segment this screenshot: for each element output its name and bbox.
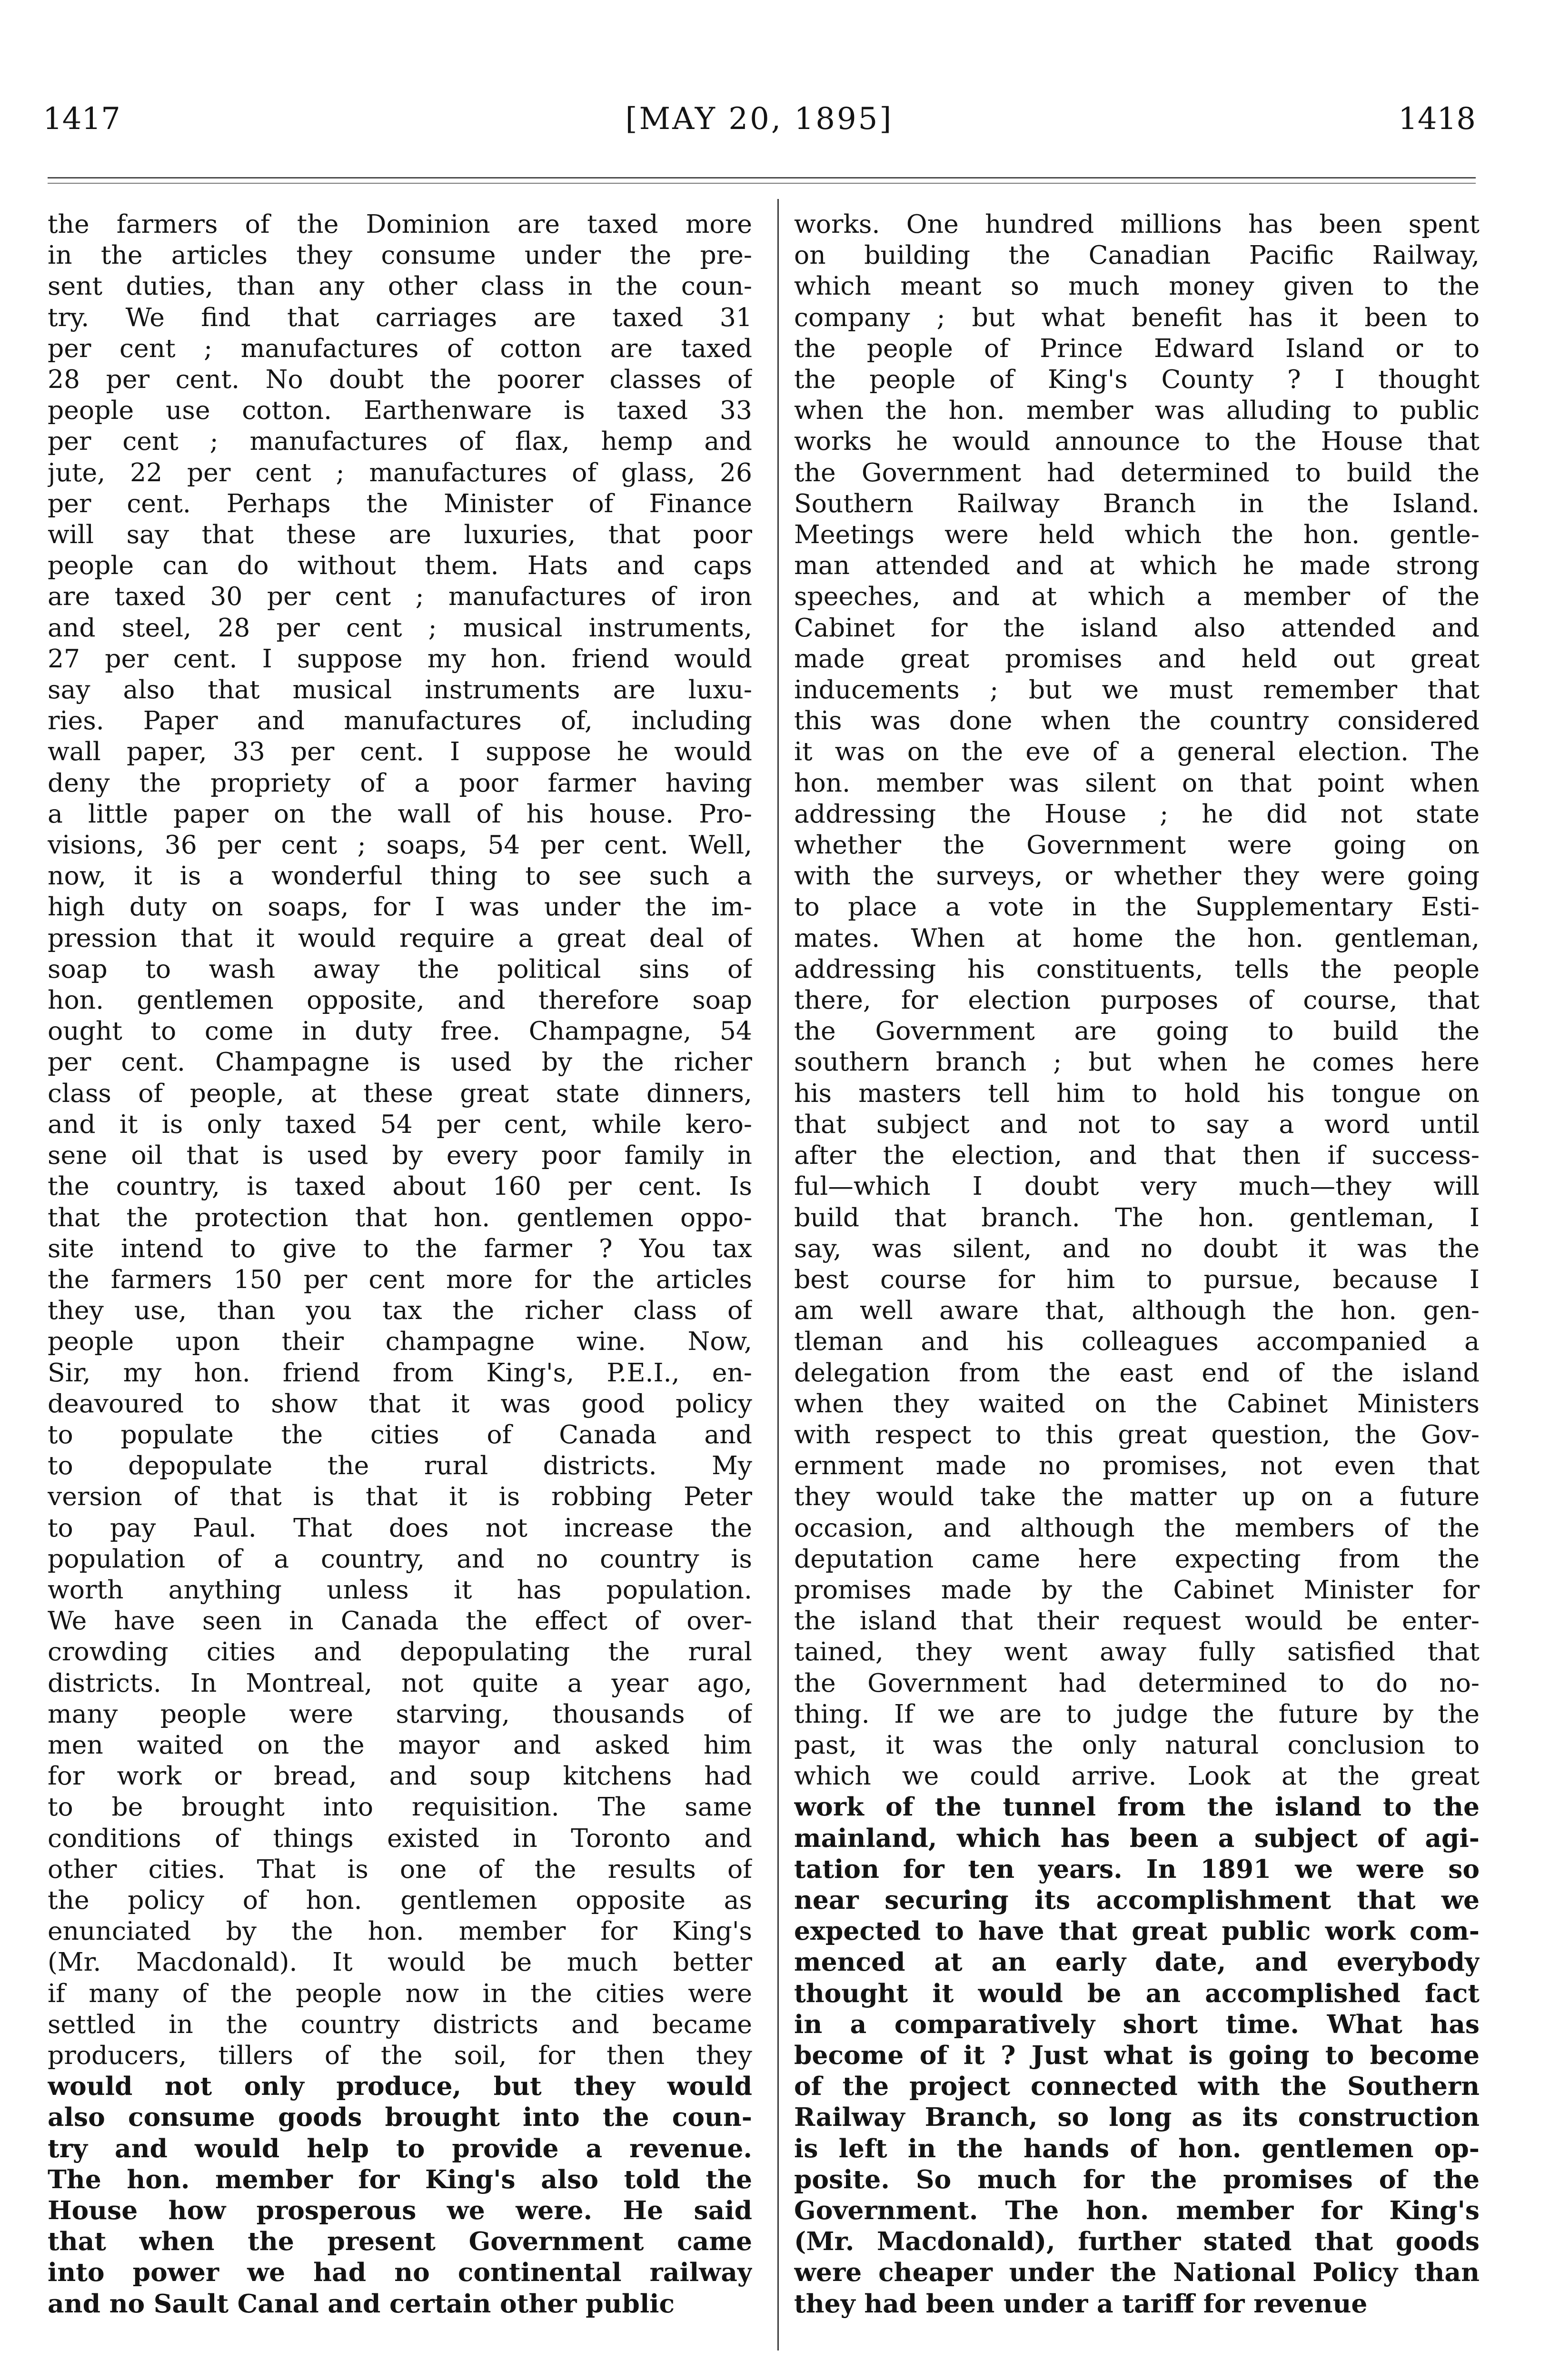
text-line: best course for him to pursue, because I <box>794 1264 1480 1294</box>
text-line: ought to come in duty free. Champagne, 54 <box>48 1016 752 1046</box>
text-line: conditions of things existed in Toronto and <box>48 1823 752 1853</box>
text-line: expected to have that great public work com- <box>794 1916 1480 1946</box>
text-line: made great promises and held out great <box>794 643 1480 674</box>
text-line: worth anything unless it has population. <box>48 1574 752 1605</box>
text-line: they would take the matter up on a future <box>794 1481 1480 1512</box>
text-line: people use cotton. Earthenware is taxed 33 <box>48 395 752 426</box>
text-line: The hon. member for King's also told the <box>48 2164 752 2194</box>
text-line: on building the Canadian Pacific Railway, <box>794 240 1480 270</box>
text-line: We have seen in Canada the effect of over- <box>48 1606 752 1636</box>
text-line: addressing his constituents, tells the people <box>794 953 1480 984</box>
text-line: the Government are going to build the <box>794 1016 1480 1046</box>
text-line: the people of Prince Edward Island or to <box>794 333 1480 363</box>
text-line: the Government had determined to do no- <box>794 1667 1480 1698</box>
text-line: enunciated by the hon. member for King's <box>48 1916 752 1946</box>
text-line: Meetings were held which the hon. gentle- <box>794 519 1480 550</box>
text-line: to depopulate the rural districts. My <box>48 1450 752 1481</box>
text-line: speeches, and at which a member of the <box>794 581 1480 612</box>
text-line: man attended and at which he made strong <box>794 550 1480 581</box>
text-line: it was on the eve of a general election. The <box>794 736 1480 767</box>
text-line: the island that their request would be enter- <box>794 1606 1480 1636</box>
text-line: people upon their champagne wine. Now, <box>48 1326 752 1357</box>
text-line: pression that it would require a great deal of <box>48 922 752 953</box>
text-line: after the election, and that then if success- <box>794 1140 1480 1170</box>
text-line: they had been under a tariff for revenue <box>794 2288 1368 2319</box>
text-line: try and would help to provide a revenue. <box>48 2133 752 2163</box>
text-line: the farmers of the Dominion are taxed more <box>48 209 752 239</box>
text-line: version of that is that it is robbing Peter <box>48 1481 752 1512</box>
text-line: if many of the people now in the cities were <box>48 1978 752 2008</box>
text-line: say, was silent, and no doubt it was the <box>794 1233 1480 1263</box>
right-column <box>794 208 1480 2350</box>
text-line: near securing its accomplishment that we <box>794 1884 1480 1915</box>
text-line: jute, 22 per cent ; manufactures of glass, 26 <box>48 457 752 487</box>
text-line: that when the present Government came <box>48 2226 752 2257</box>
text-line: with respect to this great question, the Gov- <box>794 1419 1480 1449</box>
text-line: site intend to give to the farmer ? You tax <box>48 1233 752 1263</box>
text-line: works he would announce to the House that <box>794 426 1480 456</box>
text-line: when the hon. member was alluding to public <box>794 395 1480 426</box>
text-line: of the project connected with the Southern <box>794 2071 1480 2102</box>
text-line: the Government had determined to build the <box>794 457 1480 487</box>
text-line: the policy of hon. gentlemen opposite as <box>48 1884 752 1915</box>
text-line: are taxed 30 per cent ; manufactures of iron <box>48 581 752 612</box>
text-line: which we could arrive. Look at the great <box>794 1761 1480 1791</box>
text-line: Government. The hon. member for King's <box>794 2195 1480 2225</box>
text-line: sene oil that is used by every poor family in <box>48 1140 752 1170</box>
text-line: promises made by the Cabinet Minister for <box>794 1574 1480 1605</box>
text-line: deny the propriety of a poor farmer having <box>48 767 752 798</box>
text-line: per cent. Perhaps the Minister of Finance <box>48 488 752 518</box>
text-line: addressing the House ; he did not state <box>794 798 1480 829</box>
text-line: deavoured to show that it was good policy <box>48 1388 752 1418</box>
text-line: the country, is taxed about 160 per cent. Is <box>48 1171 752 1201</box>
text-line: they use, than you tax the richer class of <box>48 1295 752 1326</box>
text-line: the people of King's County ? I thought <box>794 364 1480 395</box>
text-line: also consume goods brought into the coun- <box>48 2102 752 2132</box>
text-line: per cent. Champagne is used by the richer <box>48 1047 752 1077</box>
text-line: thought it would be an accomplished fact <box>794 1978 1480 2008</box>
text-line: many people were starving, thousands of <box>48 1698 752 1729</box>
text-line: 27 per cent. I suppose my hon. friend would <box>48 643 752 674</box>
text-line: will say that these are luxuries, that poor <box>48 519 752 550</box>
text-line: build that branch. The hon. gentleman, I <box>794 1202 1480 1232</box>
text-line: per cent ; manufactures of cotton are taxed <box>48 333 752 363</box>
text-line: whether the Government were going on <box>794 830 1480 860</box>
text-line: for work or bread, and soup kitchens had <box>48 1761 752 1791</box>
text-line: into power we had no continental railway <box>48 2257 752 2288</box>
text-line: to place a vote in the Supplementary Esti- <box>794 892 1480 922</box>
text-line: ful—which I doubt very much—they will <box>794 1171 1480 1201</box>
text-line: mates. When at home the hon. gentleman, <box>794 922 1480 953</box>
text-line: posite. So much for the promises of the <box>794 2164 1480 2194</box>
text-line: works. One hundred millions has been spent <box>794 209 1480 239</box>
text-line: people can do without them. Hats and caps <box>48 550 752 581</box>
text-line: settled in the country districts and became <box>48 2009 752 2039</box>
text-line: a little paper on the wall of his house. Pro- <box>48 798 752 829</box>
text-line: ries. Paper and manufactures of, including <box>48 705 752 736</box>
text-line: Cabinet for the island also attended and <box>794 612 1480 643</box>
text-line: occasion, and although the members of the <box>794 1512 1480 1543</box>
text-line: Railway Branch, so long as its construction <box>794 2102 1480 2132</box>
text-line: southern branch ; but when he comes here <box>794 1047 1480 1077</box>
text-line: Sir, my hon. friend from King's, P.E.I., en- <box>48 1357 752 1388</box>
text-line: in the articles they consume under the pre- <box>48 240 752 270</box>
text-line: is left in the hands of hon. gentlemen op- <box>794 2133 1480 2163</box>
text-line: other cities. That is one of the results of <box>48 1854 752 1884</box>
text-line: when they waited on the Cabinet Ministers <box>794 1388 1480 1418</box>
text-line: and steel, 28 per cent ; musical instruments, <box>48 612 752 643</box>
text-line: were cheaper under the National Policy than <box>794 2257 1480 2288</box>
text-line: high duty on soaps, for I was under the im- <box>48 892 752 922</box>
header-rule-secondary <box>48 183 1476 184</box>
text-line: crowding cities and depopulating the rural <box>48 1636 752 1667</box>
text-line: and it is only taxed 54 per cent, while kero- <box>48 1109 752 1139</box>
text-line: there, for election purposes of course, that <box>794 985 1480 1015</box>
text-line: tleman and his colleagues accompanied a <box>794 1326 1480 1357</box>
text-line: mainland, which has been a subject of agi- <box>794 1823 1480 1853</box>
text-line: inducements ; but we must remember that <box>794 674 1480 705</box>
text-line: in a comparatively short time. What has <box>794 2009 1480 2039</box>
text-line: to populate the cities of Canada and <box>48 1419 752 1449</box>
text-line: tation for ten years. In 1891 we were so <box>794 1854 1480 1884</box>
text-line: now, it is a wonderful thing to see such a <box>48 861 752 891</box>
text-line: to be brought into requisition. The same <box>48 1792 752 1822</box>
text-line: hon. gentlemen opposite, and therefore soap <box>48 985 752 1015</box>
page-number-left: 1417 <box>43 101 120 137</box>
text-line: that the protection that hon. gentlemen oppo- <box>48 1202 752 1232</box>
text-line: menced at an early date, and everybody <box>794 1947 1480 1977</box>
text-line: visions, 36 per cent ; soaps, 54 per cent. Well, <box>48 830 752 860</box>
text-line: Southern Railway Branch in the Island. <box>794 488 1480 518</box>
text-line: (Mr. Macdonald). It would be much better <box>48 1947 752 1977</box>
left-column <box>48 208 752 2350</box>
text-line: House how prosperous we were. He said <box>48 2195 752 2225</box>
text-line: producers, tillers of the soil, for then they <box>48 2040 752 2070</box>
text-line: per cent ; manufactures of flax, hemp and <box>48 426 752 456</box>
header-rule <box>48 177 1476 178</box>
text-line: with the surveys, or whether they were going <box>794 861 1480 891</box>
text-line: population of a country, and no country is <box>48 1543 752 1574</box>
column-divider <box>777 199 779 2350</box>
text-line: company ; but what benefit has it been to <box>794 302 1480 332</box>
text-line: 28 per cent. No doubt the poorer classes of <box>48 364 752 395</box>
text-line: ernment made no promises, not even that <box>794 1450 1480 1481</box>
text-line: that subject and not to say a word until <box>794 1109 1480 1139</box>
text-line: become of it ? Just what is going to become <box>794 2040 1480 2070</box>
text-line: wall paper, 33 per cent. I suppose he would <box>48 736 752 767</box>
text-line: this was done when the country considered <box>794 705 1480 736</box>
text-line: (Mr. Macdonald), further stated that goods <box>794 2226 1480 2257</box>
text-line: am well aware that, although the hon. gen- <box>794 1295 1480 1326</box>
page-header <box>43 95 1476 143</box>
text-line: try. We find that carriages are taxed 31 <box>48 302 752 332</box>
text-line: would not only produce, but they would <box>48 2071 752 2102</box>
text-line: work of the tunnel from the island to the <box>794 1792 1480 1822</box>
text-line: men waited on the mayor and asked him <box>48 1729 752 1760</box>
text-line: sent duties, than any other class in the coun- <box>48 271 752 301</box>
text-line: hon. member was silent on that point when <box>794 767 1480 798</box>
text-line: his masters tell him to hold his tongue on <box>794 1078 1480 1108</box>
text-line: the farmers 150 per cent more for the articles <box>48 1264 752 1294</box>
text-line: and no Sault Canal and certain other public <box>48 2288 675 2319</box>
text-line: past, it was the only natural conclusion to <box>794 1729 1480 1760</box>
text-line: class of people, at these great state dinners, <box>48 1078 752 1108</box>
page-number-right: 1418 <box>1398 101 1476 137</box>
page-date: [MAY 20, 1895] <box>625 101 894 137</box>
text-line: thing. If we are to judge the future by the <box>794 1698 1480 1729</box>
text-line: soap to wash away the political sins of <box>48 953 752 984</box>
text-line: districts. In Montreal, not quite a year ago, <box>48 1667 752 1698</box>
text-line: tained, they went away fully satisfied that <box>794 1636 1480 1667</box>
text-line: which meant so much money given to the <box>794 271 1480 301</box>
text-line: deputation came here expecting from the <box>794 1543 1480 1574</box>
text-line: to pay Paul. That does not increase the <box>48 1512 752 1543</box>
text-line: say also that musical instruments are luxu- <box>48 674 752 705</box>
text-line: delegation from the east end of the island <box>794 1357 1480 1388</box>
